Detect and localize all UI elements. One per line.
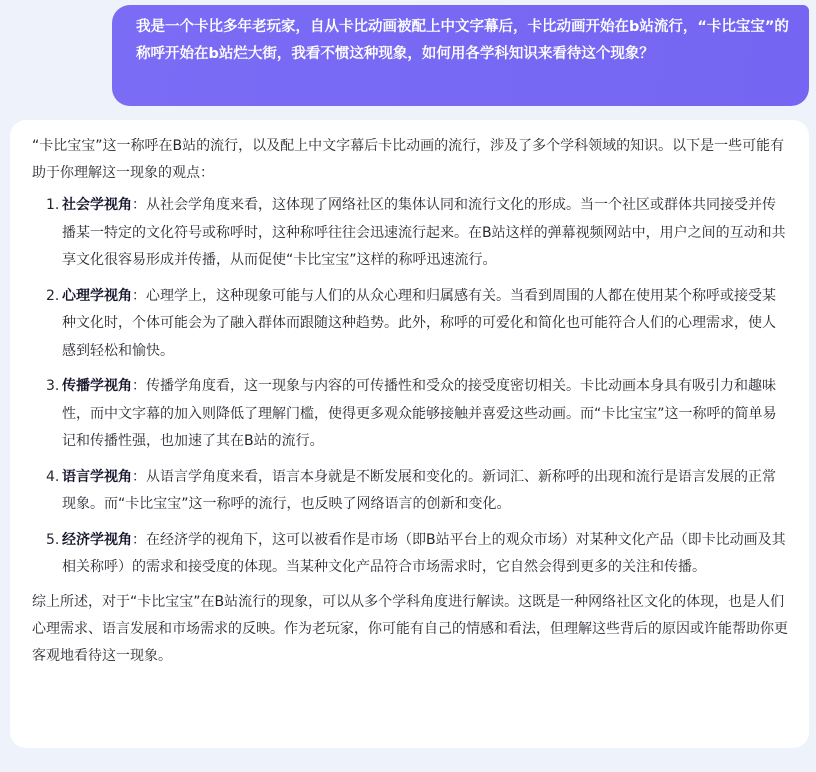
answer-point-sociology	[32, 192, 789, 275]
point-term: 传播学视角	[62, 378, 132, 394]
point-number: 5.	[46, 531, 60, 548]
answer-intro: “卡比宝宝”这一称呼在B站的流行，以及配上中文字幕后卡比动画的流行，涉及了多个学科领域的知识。以下是一些可能有助于你理解这一现象的观点：	[32, 138, 785, 181]
point-text: ：从社会学角度来看，这体现了网络社区的集体认同和流行文化的形成。当一个社区或群体共同接受并传播某一特定的文化符号或称呼时，这种称呼往往会迅速流行起来。在B站这样的弹幕视频网站中，用户之间的互动和共享文化很容易形成并传播，从而促使“卡比宝宝”这样的称呼迅速流行。	[62, 197, 786, 268]
point-term: 经济学视角	[62, 531, 132, 548]
answer-point-communication	[32, 373, 789, 456]
point-number: 3.	[46, 378, 60, 394]
point-text: ：在经济学的视角下，这可以被看作是市场（即B站平台上的观众市场）对某种文化产品（即卡比动画及其相关称呼）的需求和接受度的体现。当某种文化产品符合市场需求时，它自然会得到更多的关注和传播。	[62, 531, 786, 575]
answer-point-psychology	[32, 283, 789, 366]
answer-point-economics	[32, 527, 789, 582]
point-term: 语言学视角	[62, 468, 132, 485]
point-number: 2.	[46, 287, 60, 304]
assistant-answer-card	[10, 120, 809, 748]
point-text: ：心理学上，这种现象可能与人们的从众心理和归属感有关。当看到周围的人都在使用某个称呼或接受某种文化时，个体可能会为了融入群体而跟随这种趋势。此外，称呼的可爱化和简化也可能符合人们的心理需求，使人感到轻松和愉快。	[62, 287, 776, 359]
point-text: ：从语言学角度来看，语言本身就是不断发展和变化的。新词汇、新称呼的出现和流行是语言发展的正常现象。而“卡比宝宝”这一称呼的流行，也反映了网络语言的创新和变化。	[62, 468, 776, 512]
point-text: ：传播学角度看，这一现象与内容的可传播性和受众的接受度密切相关。卡比动画本身具有吸引力和趣味性，而中文字幕的加入则降低了理解门槛，使得更多观众能够接触并喜爱这些动画。而“卡比宝宝”这一称呼的简单易记和传播性强，也加速了其在B站的流行。	[62, 378, 777, 449]
point-term: 社会学视角	[62, 197, 132, 213]
answer-point-list	[32, 192, 789, 582]
user-message-bubble	[112, 5, 809, 106]
point-number: 4.	[46, 468, 60, 485]
answer-point-linguistics	[32, 464, 789, 519]
answer-conclusion: 综上所述，对于“卡比宝宝”在B站流行的现象，可以从多个学科角度进行解读。这既是一种网络社区文化的体现，也是人们心理需求、语言发展和市场需求的反映。作为老玩家，你可能有自己的情感和看法，但理解这些背后的原因或许能帮助你更客观地看待这一现象。	[32, 593, 788, 664]
point-number: 1.	[46, 197, 60, 213]
point-term: 心理学视角	[62, 287, 132, 304]
user-message-text: 我是一个卡比多年老玩家，自从卡比动画被配上中文字幕后，卡比动画开始在b站流行，“卡比宝宝”的称呼开始在b站烂大街，我看不惯这种现象，如何用各学科知识来看待这个现象？	[136, 19, 789, 62]
